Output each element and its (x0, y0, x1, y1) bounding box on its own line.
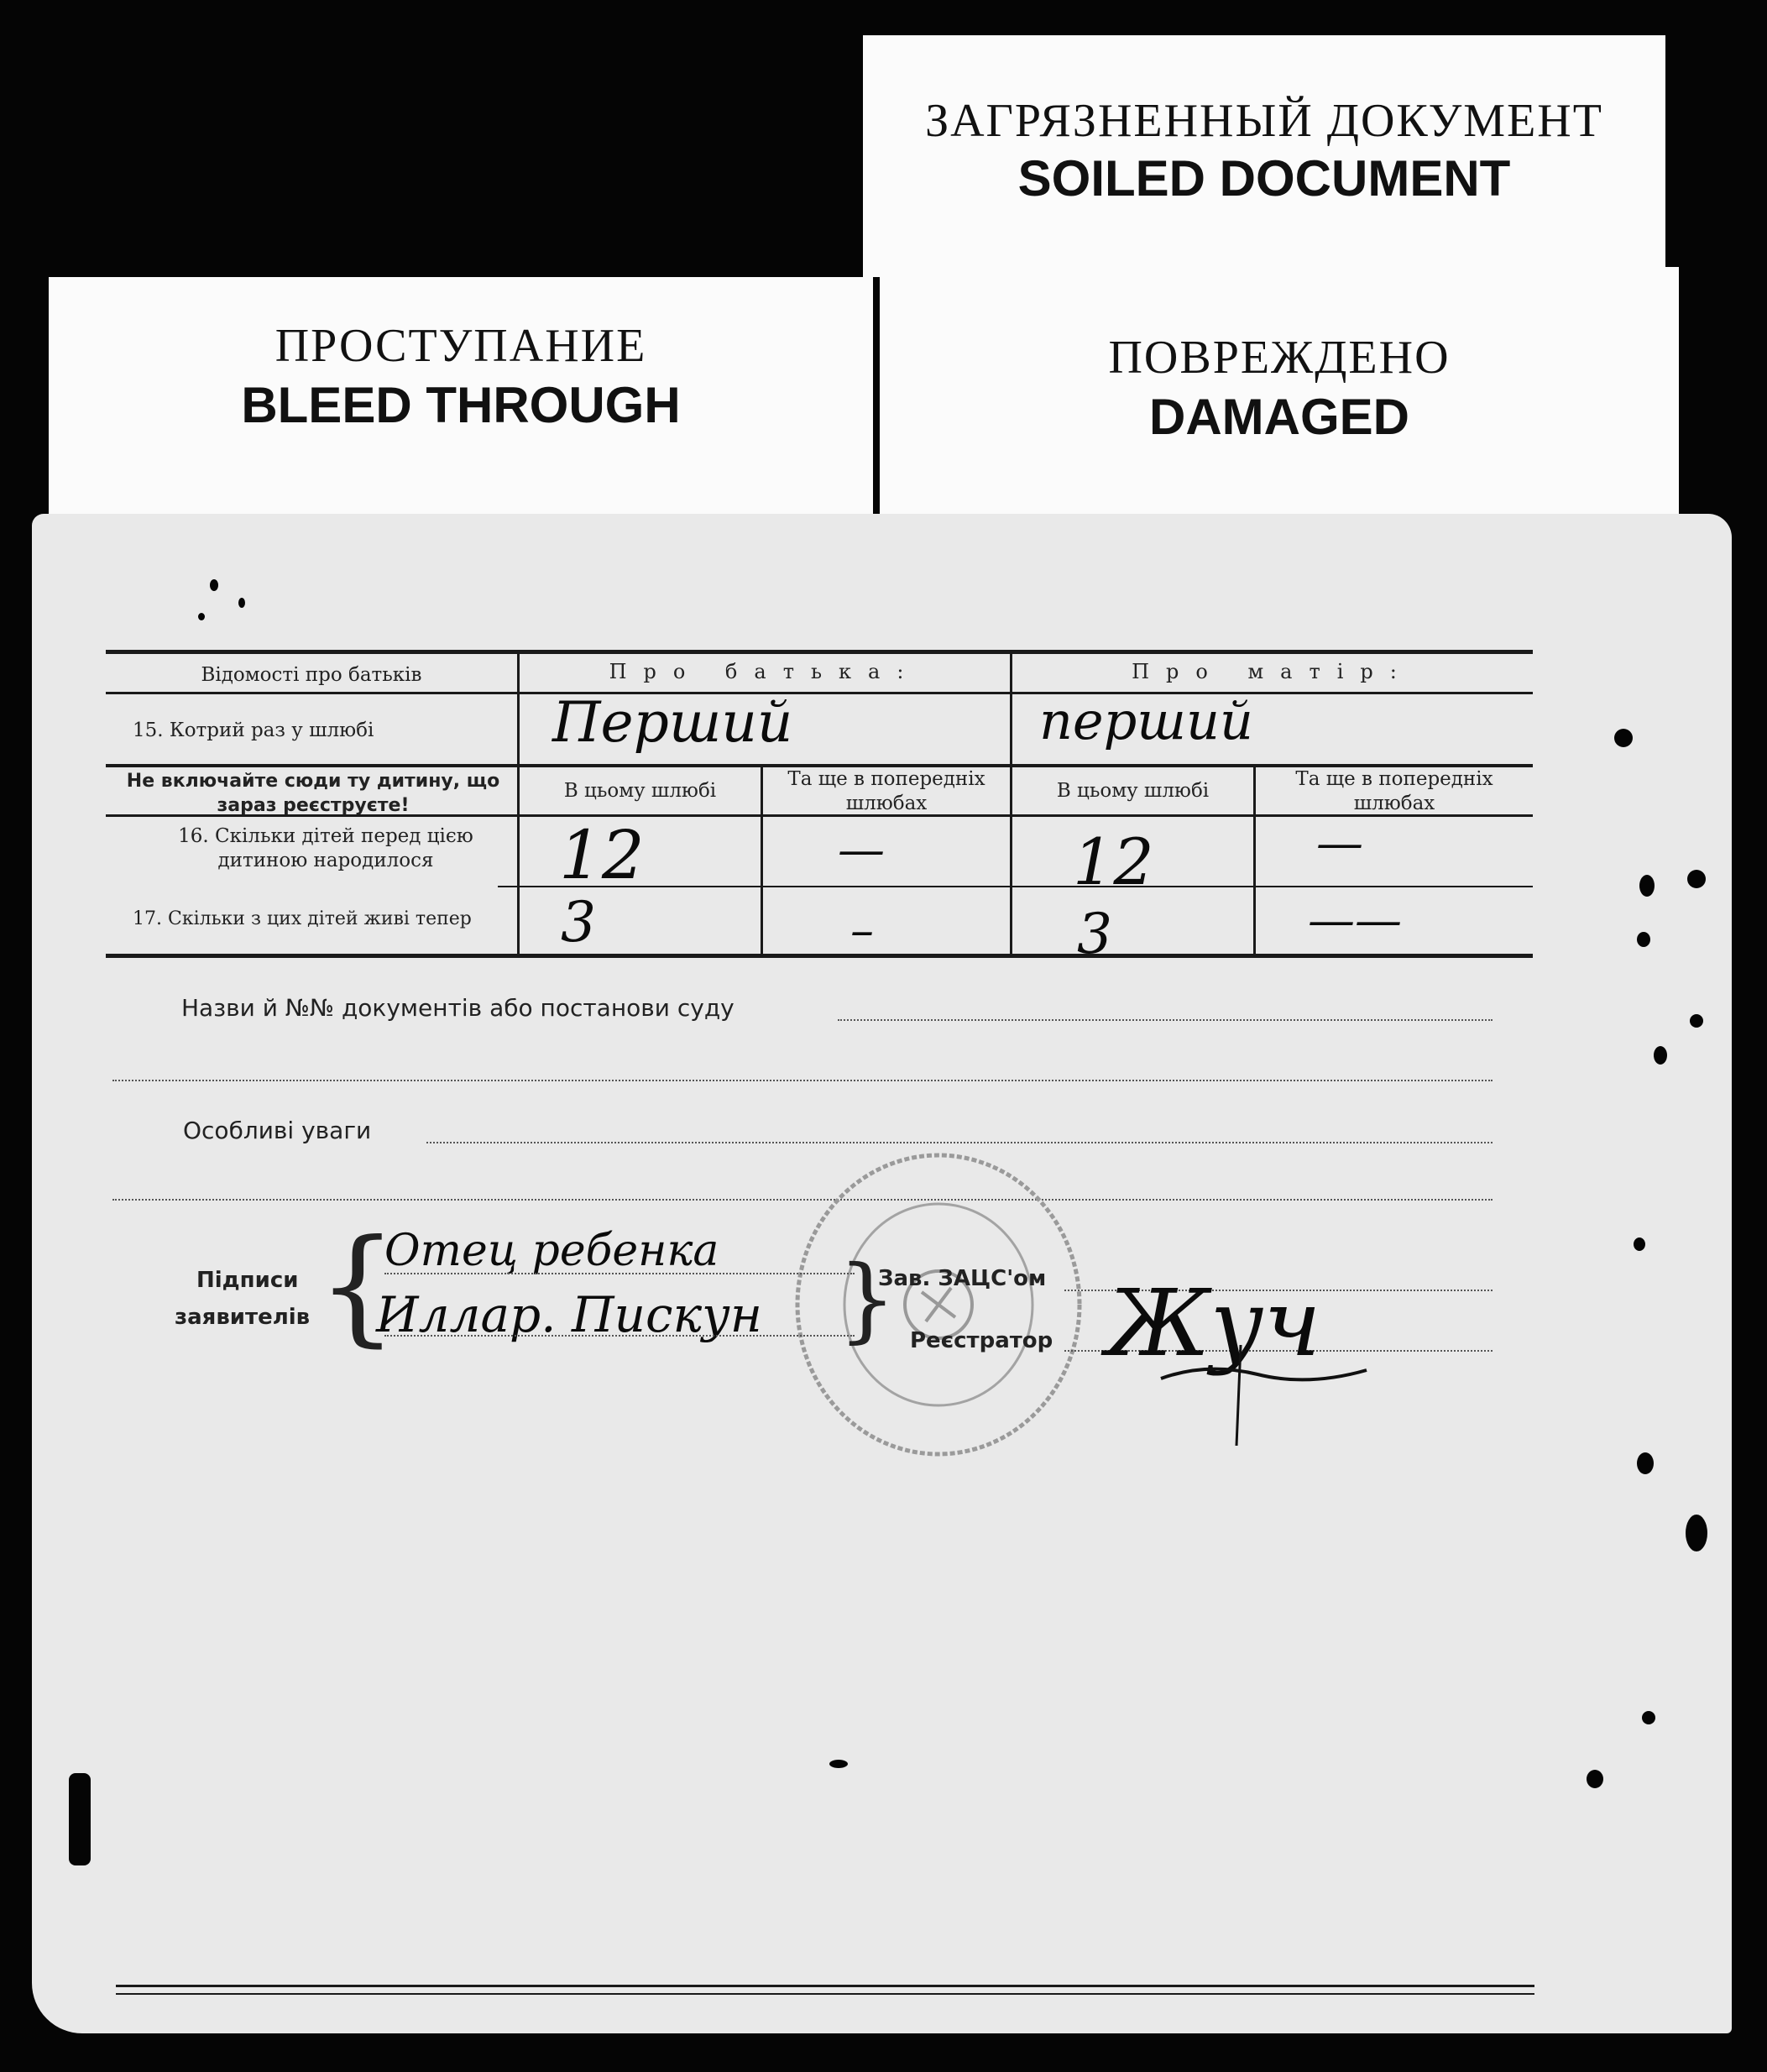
punch-hole (1654, 1046, 1667, 1065)
documents-dotted-line (838, 1019, 1493, 1021)
punch-hole (1686, 1515, 1707, 1551)
documents-label: Назви й №№ документів або постанови суду (181, 994, 735, 1022)
row16-mother-this-marriage: 12 (1073, 824, 1154, 899)
header-about-mother: Про матір: (1132, 660, 1414, 683)
row16-father-this-marriage: 12 (559, 816, 645, 894)
table-column-divider (1010, 653, 1012, 955)
bleed-card-russian: ПРОСТУПАНИЕ (274, 320, 647, 372)
father-previous-marriages-header: Та ще в попередніх шлюбах (787, 768, 985, 814)
ink-speck (829, 1760, 848, 1768)
punch-hole (1634, 1237, 1645, 1251)
exclusion-note: Не включайте сюди ту дитину, що зараз реєструєте! (126, 771, 500, 816)
punch-hole (1639, 875, 1655, 897)
applicant-signature-line (384, 1273, 855, 1274)
table-rule (106, 692, 1533, 694)
ink-speck (210, 579, 218, 591)
row17-mother-this-marriage: 3 (1077, 902, 1112, 966)
row15-father-handwriting: Перший (552, 690, 793, 755)
header-about-father: Про батька: (609, 660, 921, 683)
row17-father-this-marriage: 3 (561, 890, 596, 955)
header-parents-info: Відомості про батьків (201, 664, 422, 686)
bleed-through-card (49, 277, 873, 529)
document-page (32, 514, 1732, 2033)
page-bottom-rule (116, 1985, 1534, 1987)
soiled-document-card (863, 35, 1665, 277)
bleed-card-english: BLEED THROUGH (241, 377, 681, 433)
soiled-card-russian: ЗАГРЯЗНЕННЫЙ ДОКУМЕНТ (925, 95, 1603, 147)
signatures-label-2: заявителів (175, 1305, 311, 1330)
signature-flourish (1157, 1328, 1375, 1454)
applicant-signature-line2: Иллар. Пискун (376, 1286, 762, 1343)
row15-label: 15. Котрий раз у шлюбі (133, 719, 374, 741)
punch-hole (1637, 1452, 1654, 1474)
row16-label: 16. Скільки дітей перед цією дитиною народилося (178, 825, 473, 871)
punch-hole (1587, 1770, 1603, 1788)
page-bottom-rule-2 (116, 1993, 1534, 1995)
damaged-card-russian: ПОВРЕЖДЕНО (1108, 332, 1451, 384)
punch-hole (1687, 870, 1706, 888)
signatures-brace-right: } (838, 1245, 897, 1353)
registrar-label: Реєстратор (910, 1328, 1053, 1353)
punch-hole (1614, 729, 1633, 747)
signatures-label-1: Підписи (196, 1268, 299, 1293)
ink-speck (198, 613, 205, 620)
row16-father-previous: — (838, 823, 885, 877)
applicant-signature-line-2 (384, 1335, 855, 1337)
applicant-signature-line1: Отец ребенка (384, 1226, 719, 1276)
row17-label: 17. Скільки з цих дітей живі тепер (133, 908, 472, 929)
father-this-marriage-header: В цьому шлюбі (563, 780, 717, 802)
mother-this-marriage-header: В цьому шлюбі (1056, 780, 1210, 802)
damaged-card (880, 267, 1679, 529)
zags-head-label: Зав. ЗАЦС'ом (878, 1266, 1047, 1291)
row17-father-previous: – (850, 903, 874, 958)
row17-mother-previous: —— (1308, 893, 1402, 948)
punch-hole (1690, 1014, 1703, 1028)
punch-hole (1642, 1711, 1655, 1724)
remarks-dotted-line (426, 1142, 1493, 1143)
row15-mother-handwriting: перший (1039, 690, 1253, 751)
remarks-label: Особливі уваги (183, 1117, 372, 1144)
table-rule (498, 886, 1533, 887)
official-stamp (787, 1145, 1090, 1464)
punch-hole (1637, 932, 1650, 947)
table-bottom-rule (106, 954, 1533, 958)
ink-speck (238, 598, 245, 608)
row16-mother-previous: — (1316, 816, 1363, 871)
mother-previous-marriages-header: Та ще в попередніх шлюбах (1295, 768, 1493, 814)
soiled-card-english: SOILED DOCUMENT (1017, 150, 1511, 207)
damaged-card-english: DAMAGED (1149, 389, 1409, 445)
registrar-signature: Жуч (1106, 1269, 1321, 1377)
edge-damage (69, 1773, 91, 1865)
signatures-brace: { (317, 1213, 398, 1359)
documents-dotted-line-2 (112, 1080, 1493, 1081)
table-top-rule (106, 650, 1533, 654)
